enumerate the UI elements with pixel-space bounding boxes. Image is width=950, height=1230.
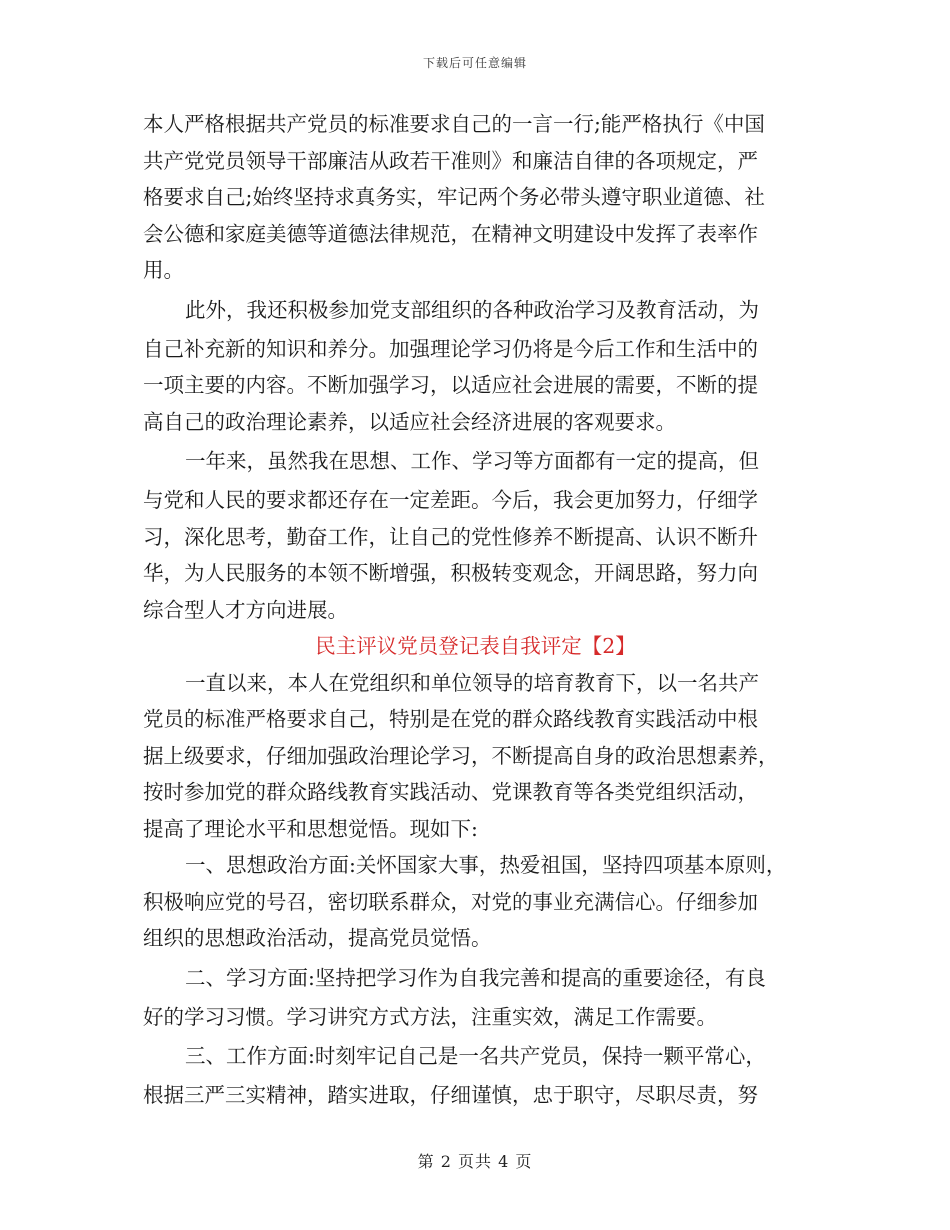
- page-header: 下载后可任意编辑: [422, 56, 527, 70]
- text-line: 组织的思想政治活动，提高党员觉悟。: [143, 926, 492, 950]
- paragraph: [143, 289, 808, 441]
- text-line: 二、学习方面:坚持把学习作为自我完善和提高的重要途径，有良: [185, 965, 766, 990]
- text-line: 一、思想政治方面:关怀国家大事，热爱祖国，坚持四项基本原则，: [185, 853, 787, 877]
- text-line: 积极响应党的号召，密切联系群众，对党的事业充满信心。仔细参加: [143, 889, 758, 914]
- paragraph: [143, 957, 808, 1036]
- text-line: 华，为人民服务的本领不断增强，积极转变观念，开阔思路，努力向: [143, 561, 758, 585]
- text-line: 好的学习习惯。学习讲究方式方法，注重实效，满足工作需要。: [143, 1004, 717, 1029]
- paragraph: [143, 847, 808, 957]
- text-line: 与党和人民的要求都还存在一定差距。今后，我会更加努力，仔细学: [143, 488, 758, 512]
- text-line: 格要求自己;始终坚持求真务实，牢记两个务必带头遵守职业道德、社: [143, 185, 765, 209]
- text-line: 高自己的政治理论素养，以适应社会经济进展的客观要求。: [143, 409, 676, 434]
- text-line: 一直以来，本人在党组织和单位领导的培育教育下，以一名共产: [185, 670, 759, 695]
- text-line: 一年来，虽然我在思想、工作、学习等方面都有一定的提高，但: [185, 449, 759, 473]
- text-line: 据上级要求，仔细加强政治理论学习，不断提高自身的政治思想素养，: [143, 743, 779, 768]
- text-line: 按时参加党的群众路线教育实践活动、党课教育等各类党组织活动，: [143, 780, 758, 804]
- section-title: 民主评议党员登记表自我评定【2】: [315, 634, 636, 658]
- text-line: 一项主要的内容。不断加强学习，以适应社会进展的需要，不断的提: [143, 373, 758, 397]
- text-line: 三、工作方面:时刻牢记自己是一名共产党员，保持一颗平常心，: [185, 1044, 766, 1068]
- paragraph: [143, 665, 808, 848]
- text-line: 共产党党员领导干部廉洁从政若干准则》和廉洁自律的各项规定，严: [143, 148, 758, 173]
- text-line: 会公德和家庭美德等道德法律规范，在精神文明建设中发挥了表率作: [143, 221, 758, 246]
- paragraph: [143, 1035, 808, 1114]
- document-body: [143, 106, 808, 1114]
- text-line: 用。: [143, 258, 184, 282]
- text-line: 此外，我还积极参加党支部组织的各种政治学习及教育活动，为: [185, 297, 759, 322]
- text-line: 党员的标准严格要求自己，特别是在党的群众路线教育实践活动中根: [143, 707, 758, 731]
- text-line: 提高了理论水平和思想觉悟。现如下:: [143, 816, 478, 841]
- text-line: 本人严格根据共产党员的标准要求自己的一言一行;能严格执行《中国: [143, 112, 765, 136]
- page-footer: 第 2 页共 4 页: [417, 1152, 533, 1171]
- text-line: 习，深化思考，勤奋工作，让自己的党性修养不断提高、认识不断升: [143, 524, 758, 549]
- paragraph: [143, 440, 808, 628]
- text-line: 根据三严三实精神，踏实进取，仔细谨慎，忠于职守，尽职尽责，努: [143, 1083, 758, 1107]
- text-line: 综合型人才方向进展。: [143, 597, 348, 622]
- paragraph: [143, 106, 808, 289]
- text-line: 自己补充新的知识和养分。加强理论学习仍将是今后工作和生活中的: [143, 336, 758, 361]
